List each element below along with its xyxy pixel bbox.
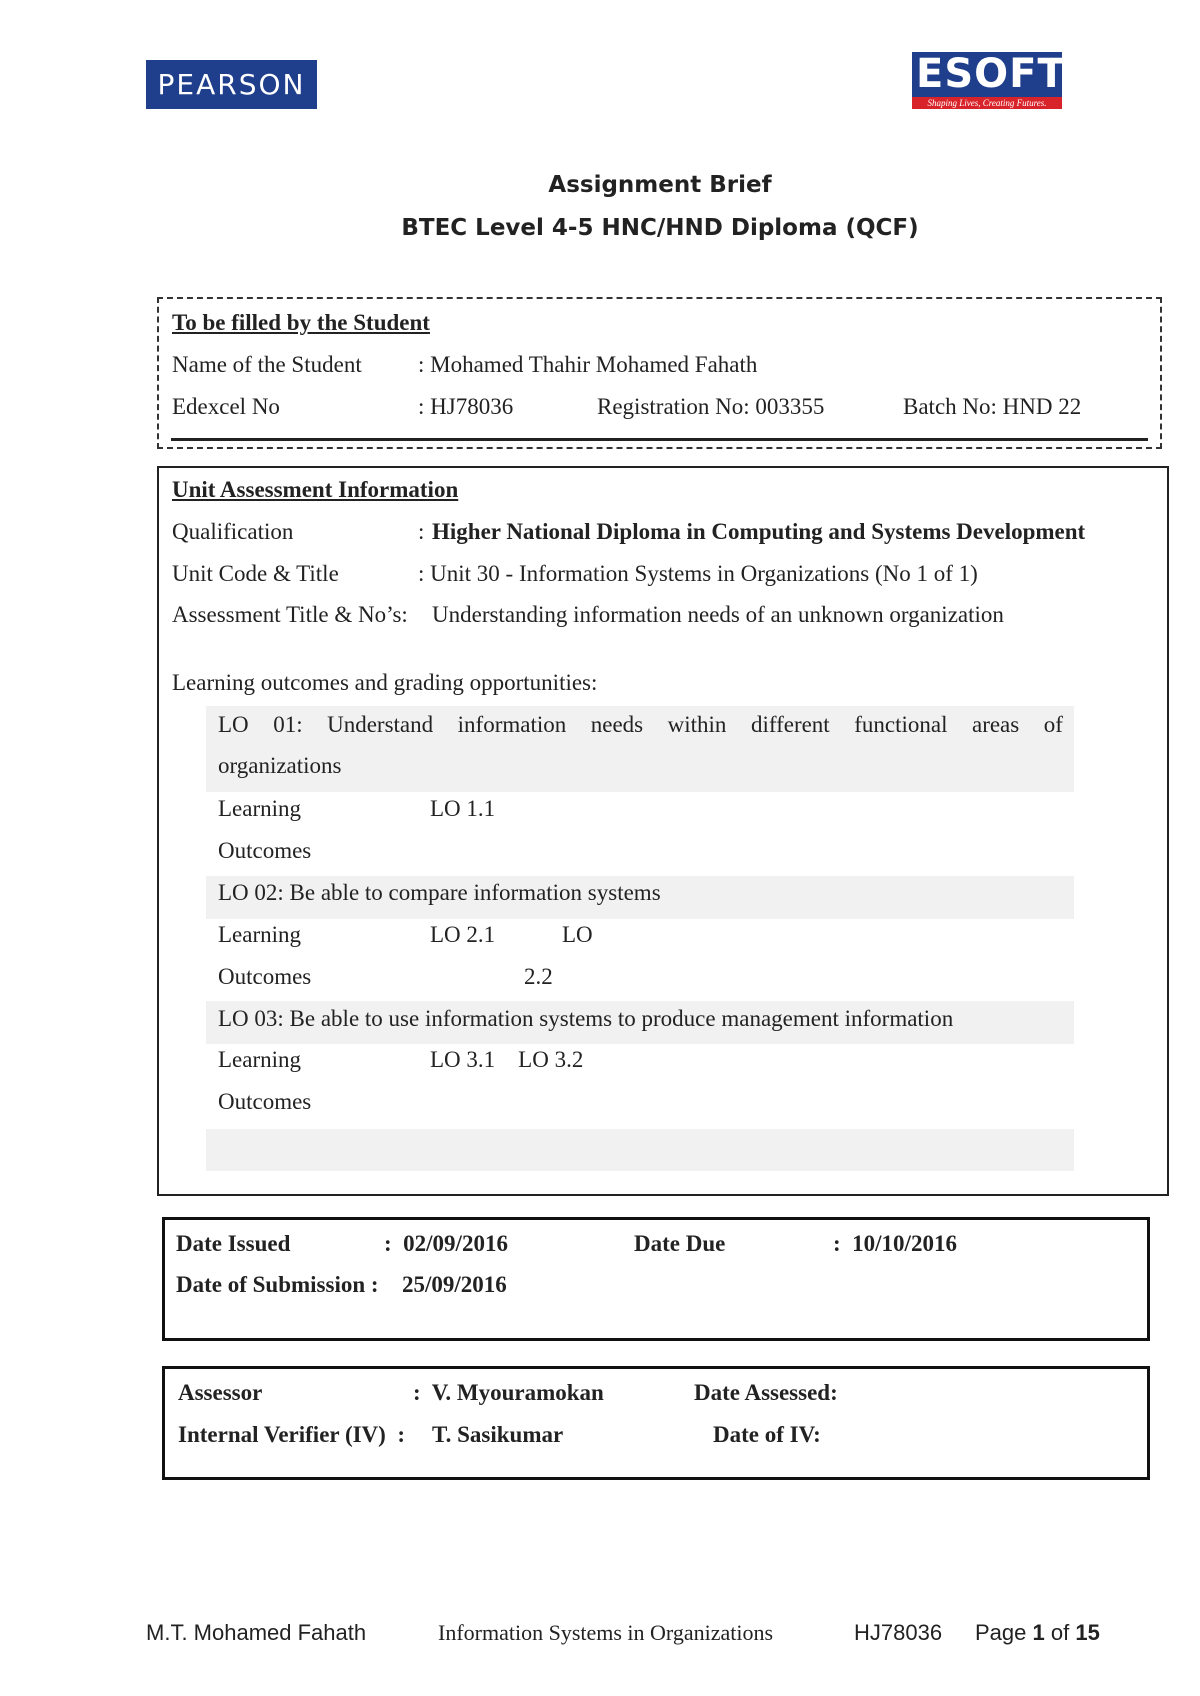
assessment-title-label: Assessment Title & No’s: [172, 602, 408, 627]
lo1-word: LO [218, 712, 249, 737]
internal-verifier-label: Internal Verifier (IV) : [178, 1422, 405, 1447]
lo1-learning-label: Learning [218, 796, 302, 821]
lo1-title-line2: organizations [218, 753, 342, 778]
lo1-word: within [667, 712, 727, 737]
lo1-word: 01: [273, 712, 303, 737]
esoft-logo-text: ESOFT [916, 51, 1066, 97]
unit-code-value: : Unit 30 - Information Systems in Organizations (No 1 of 1) [418, 561, 978, 586]
lo1-title-line1 [218, 712, 1063, 738]
assessor-label: Assessor [178, 1380, 263, 1405]
date-issued-value: : 02/09/2016 [384, 1231, 508, 1256]
footer-page-of: of [1050, 1620, 1070, 1645]
assessment-title-value: Understanding information needs of an unknown organization [432, 602, 1004, 627]
lo3-outcomes-label: Outcomes [218, 1089, 312, 1114]
footer-id: HJ78036 [854, 1620, 943, 1645]
student-name-label: Name of the Student [172, 352, 362, 377]
lo1-word: of [1043, 712, 1063, 737]
lo1-word: areas [971, 712, 1020, 737]
lo1-word: needs [590, 712, 644, 737]
qualification-sep: : [418, 519, 425, 544]
student-heading: To be filled by the Student [172, 310, 430, 335]
unit-code-label: Unit Code & Title [172, 561, 339, 586]
date-submission-label: Date of Submission : [176, 1272, 379, 1297]
lo1-word: Understand [327, 712, 434, 737]
pearson-logo-text: PEARSON [157, 68, 306, 101]
edexcel-label: Edexcel No [172, 394, 280, 419]
date-assessed-label: Date Assessed: [694, 1380, 838, 1405]
lo2-learning-label: Learning [218, 922, 302, 947]
date-due-label: Date Due [634, 1231, 726, 1256]
qualification-value: Higher National Diploma in Computing and Systems Development [432, 519, 1086, 544]
lo3-codes: LO 3.1 LO 3.2 [430, 1047, 584, 1072]
date-issued-label: Date Issued [176, 1231, 291, 1256]
assessor-value: : V. Myouramokan [413, 1380, 604, 1405]
footer-page-total: 15 [1075, 1620, 1100, 1645]
lo2-code-b1: LO [562, 922, 593, 947]
document-subtitle: BTEC Level 4-5 HNC/HND Diploma (QCF) [401, 215, 919, 241]
esoft-logo [912, 51, 1066, 109]
unit-heading: Unit Assessment Information [172, 477, 459, 502]
lo1-word: different [750, 712, 830, 737]
date-submission-value: 25/09/2016 [402, 1272, 507, 1297]
lo2-code-a: LO 2.1 [430, 922, 496, 947]
qualification-label: Qualification [172, 519, 294, 544]
lo1-word: information [457, 712, 567, 737]
student-box-divider [171, 438, 1148, 441]
footer-page-number [975, 1620, 1100, 1646]
pearson-logo [146, 60, 317, 109]
learning-outcomes-heading: Learning outcomes and grading opportunities: [172, 670, 598, 695]
lo2-code-b2: 2.2 [524, 964, 553, 989]
esoft-tagline: Shaping Lives, Creating Futures. [912, 97, 1062, 109]
batch-number: Batch No: HND 22 [903, 394, 1082, 419]
date-due-value: : 10/10/2016 [833, 1231, 957, 1256]
lo3-learning-label: Learning [218, 1047, 302, 1072]
registration-number: Registration No: 003355 [597, 394, 825, 419]
lo2-title: LO 02: Be able to compare information systems [218, 880, 661, 905]
lo2-outcomes-label: Outcomes [218, 964, 312, 989]
empty-shaded-row [206, 1129, 1074, 1171]
document-title: Assignment Brief [548, 172, 772, 198]
lo1-word: functional [854, 712, 948, 737]
lo1-outcomes-label: Outcomes [218, 838, 312, 863]
edexcel-value: : HJ78036 [418, 394, 514, 419]
footer-page-prefix: Page [975, 1620, 1027, 1645]
lo3-title: LO 03: Be able to use information systems to produce management information [218, 1006, 954, 1031]
footer-author: M.T. Mohamed Fahath [146, 1620, 367, 1645]
date-of-iv-label: Date of IV: [713, 1422, 821, 1447]
footer-course: Information Systems in Organizations [438, 1620, 774, 1645]
student-name-value: : Mohamed Thahir Mohamed Fahath [418, 352, 758, 377]
internal-verifier-value: T. Sasikumar [432, 1422, 564, 1447]
footer-page-current: 1 [1032, 1620, 1045, 1645]
lo1-codes: LO 1.1 [430, 796, 496, 821]
